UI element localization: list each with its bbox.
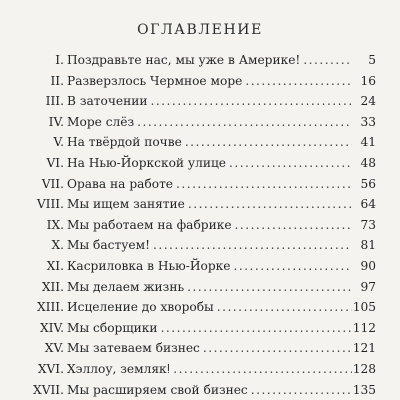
- toc-entry-number: VIII.: [36, 197, 64, 212]
- toc-entry: [0, 112, 400, 133]
- toc-entry-title: Мы делаем жизнь: [67, 279, 185, 294]
- toc-entry: [0, 359, 400, 380]
- toc-entry-title: Море слёз: [67, 114, 135, 129]
- toc-entry-title: Мы работаем на фабрике: [67, 217, 232, 232]
- toc-entry-title: Хэллоу, землякǃ: [67, 361, 171, 376]
- toc-entry-page-number: 97: [360, 279, 376, 294]
- toc-entry-text: [67, 235, 352, 256]
- toc-entry-number: XIII.: [37, 300, 64, 315]
- toc-leader-dots: [233, 256, 352, 277]
- toc-entry: [0, 91, 400, 112]
- toc-entry-title: В заточении: [67, 94, 148, 109]
- toc-entry-title: Орава на работе: [67, 176, 174, 191]
- toc-leader-dots: [185, 132, 352, 153]
- toc-entry: [0, 194, 400, 215]
- toc-list: [0, 50, 400, 400]
- toc-entry-text: [67, 359, 352, 380]
- toc-entry: [0, 277, 400, 298]
- toc-entry-page-number: 128: [352, 361, 376, 376]
- toc-entry-number: V.: [53, 135, 64, 150]
- toc-entry-title: Мы затеваем бизнес: [67, 341, 200, 356]
- toc-entry-text: [67, 297, 352, 318]
- toc-entry: [0, 174, 400, 195]
- toc-leader-dots: [188, 194, 352, 215]
- toc-entry-number: X.: [51, 238, 64, 253]
- toc-entry: [0, 50, 400, 71]
- toc-leader-dots: [176, 174, 352, 195]
- toc-entry-text: [67, 71, 352, 92]
- toc-entry-number: IX.: [46, 217, 64, 232]
- toc-entry-page-number: 81: [360, 238, 376, 253]
- toc-entry-text: [67, 318, 352, 339]
- toc-leader-dots: [251, 380, 352, 400]
- toc-entry-number: XVII.: [33, 382, 64, 397]
- toc-entry-text: [67, 174, 352, 195]
- toc-entry-page-number: 112: [352, 320, 376, 335]
- toc-leader-dots: [229, 153, 352, 174]
- toc-entry-title: Мы сборщики: [67, 320, 158, 335]
- toc-entry: [0, 256, 400, 277]
- toc-entry: [0, 71, 400, 92]
- toc-leader-dots: [217, 297, 352, 318]
- toc-leader-dots: [235, 215, 352, 236]
- toc-entry: [0, 318, 400, 339]
- toc-entry: [0, 132, 400, 153]
- toc-entry-title: Мы расширяем свой бизнес: [67, 382, 248, 397]
- toc-entry-text: [67, 277, 352, 298]
- toc-entry-number: XV.: [44, 341, 64, 356]
- toc-leader-dots: [137, 112, 352, 133]
- toc-entry-page-number: 41: [360, 135, 376, 150]
- toc-entry-number: VII.: [41, 176, 64, 191]
- toc-entry: [0, 338, 400, 359]
- toc-entry-title: Исцеление до хворобы: [67, 300, 214, 315]
- toc-entry-text: [67, 256, 352, 277]
- toc-entry-text: [67, 112, 352, 133]
- toc-entry: [0, 380, 400, 400]
- toc-entry-page-number: 33: [360, 114, 376, 129]
- toc-entry: [0, 153, 400, 174]
- toc-entry-page-number: 16: [360, 73, 376, 88]
- toc-leader-dots: [150, 91, 352, 112]
- toc-entry-page-number: 121: [352, 341, 376, 356]
- toc-entry-text: [67, 132, 352, 153]
- toc-leader-dots: [203, 338, 352, 359]
- toc-entry-number: XVI.: [37, 361, 64, 376]
- toc-entry-title: Поздравьте нас, мы уже в Америке!: [67, 53, 301, 67]
- toc-entry-number: IV.: [48, 114, 64, 129]
- toc-entry-text: [67, 91, 352, 112]
- toc-entry-number: XII.: [41, 279, 64, 294]
- toc-entry-title: На твёрдой почве: [67, 135, 182, 150]
- toc-entry-text: [67, 380, 352, 400]
- toc-entry-page-number: 5: [368, 53, 376, 67]
- toc-entry-text: [67, 338, 352, 359]
- toc-entry-page-number: 105: [352, 300, 376, 315]
- toc-entry-page-number: 90: [360, 258, 376, 273]
- toc-title: ОГЛАВЛЕНИЕ: [137, 22, 263, 38]
- toc-entry-page-number: 135: [352, 382, 376, 397]
- toc-entry-text: [67, 215, 352, 236]
- toc-leader-dots: [173, 359, 352, 380]
- toc-entry-number: II.: [50, 73, 64, 88]
- toc-entry-number: VI.: [46, 155, 64, 170]
- toc-leader-dots: [153, 235, 352, 256]
- toc-leader-dots: [187, 277, 352, 298]
- toc-entry-title: Разверзлось Чермное море: [67, 73, 243, 88]
- toc-leader-dots: [303, 50, 352, 71]
- toc-entry: [0, 235, 400, 256]
- toc-entry-page-number: 56: [360, 176, 376, 191]
- toc-entry-title: На Нью-Йоркской улице: [67, 155, 227, 170]
- toc-entry-text: [67, 153, 352, 174]
- toc-entry-page-number: 24: [360, 94, 376, 109]
- toc-entry-title: Касриловка в Нью-Йорке: [67, 258, 231, 273]
- toc-entry-number: XIV.: [39, 320, 64, 335]
- toc-leader-dots: [245, 71, 352, 92]
- toc-entry-title: Мы бастуем!: [67, 238, 150, 253]
- toc-entry-page-number: 64: [360, 197, 376, 212]
- toc-entry-number: XI.: [46, 258, 64, 273]
- toc-entry-page-number: 48: [360, 155, 376, 170]
- toc-entry: [0, 215, 400, 236]
- toc-entry-text: [67, 194, 352, 215]
- toc-entry-number: I.: [55, 53, 64, 67]
- toc-entry-page-number: 73: [360, 217, 376, 232]
- toc-entry-title: Мы ищем занятие: [67, 197, 185, 212]
- toc-leader-dots: [161, 318, 352, 339]
- toc-entry-text: [67, 50, 352, 71]
- toc-entry-number: III.: [45, 94, 64, 109]
- toc-entry: [0, 297, 400, 318]
